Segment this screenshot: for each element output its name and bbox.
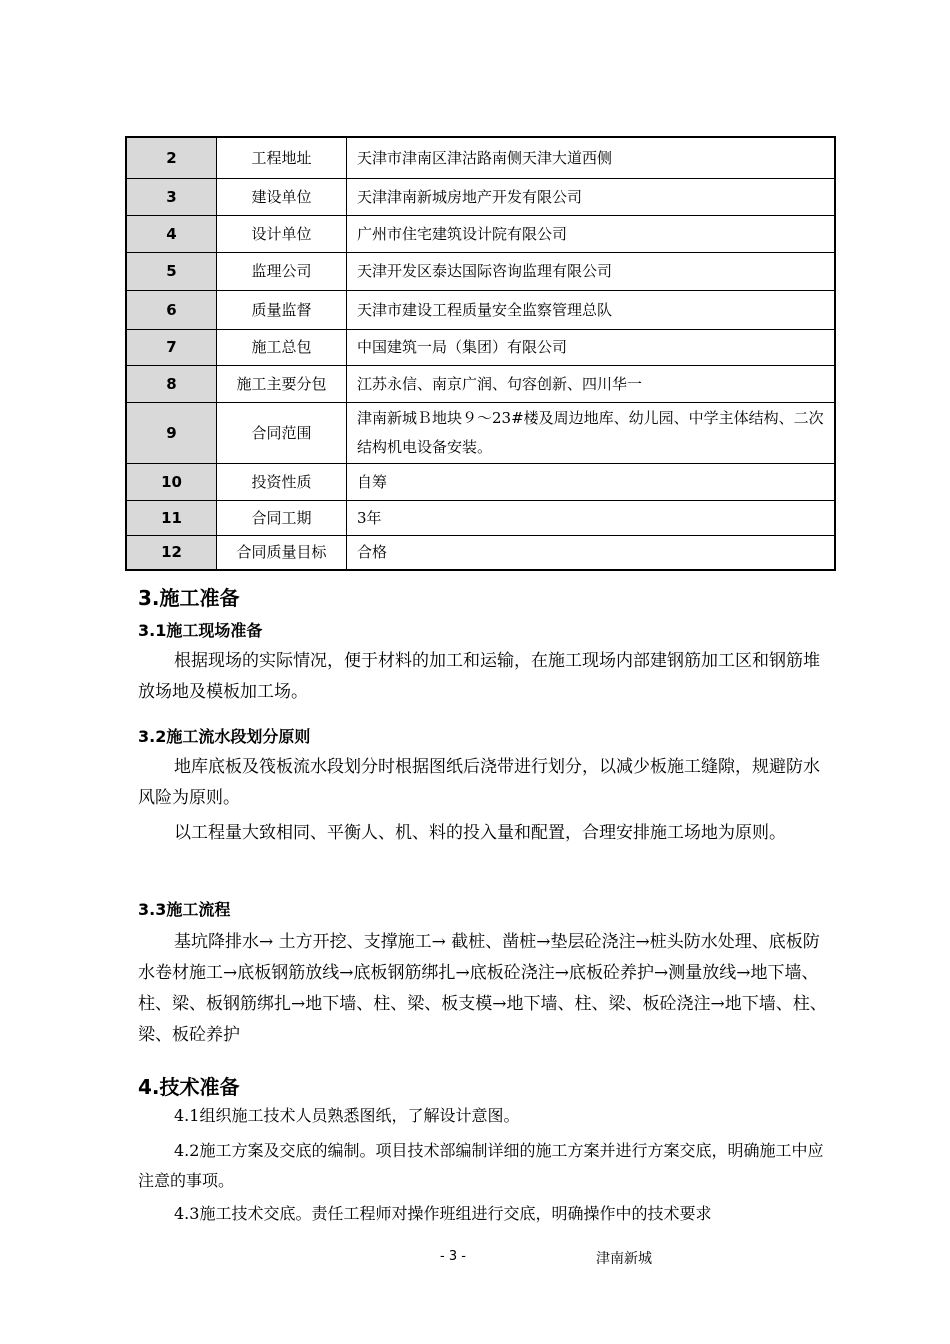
table-row: [126, 178, 835, 215]
section-4-paragraph-1: 4.1组织施工技术人员熟悉图纸，了解设计意图。: [174, 1106, 520, 1125]
row-number: 10: [126, 463, 217, 500]
row-value: 天津津南新城房地产开发有限公司: [347, 178, 836, 215]
section-3-heading: 3.施工准备: [138, 586, 240, 610]
row-label: 设计单位: [217, 215, 347, 252]
row-number: 3: [126, 178, 217, 215]
row-value: 自筹: [347, 463, 836, 500]
row-value: 江苏永信、南京广润、句容创新、四川华一: [347, 365, 836, 402]
table-row: [126, 535, 835, 570]
row-number: 12: [126, 535, 217, 570]
row-value: 合格: [347, 535, 836, 570]
project-info-table: [125, 136, 836, 571]
row-value: 广州市住宅建筑设计院有限公司: [347, 215, 836, 252]
row-label: 施工主要分包: [217, 365, 347, 402]
row-number: 6: [126, 290, 217, 329]
row-label: 投资性质: [217, 463, 347, 500]
row-label: 施工总包: [217, 329, 347, 365]
row-number: 5: [126, 252, 217, 290]
footer-project-name: 津南新城: [596, 1251, 652, 1267]
section-4-heading: 4.技术准备: [138, 1075, 240, 1099]
table-row: [126, 402, 835, 463]
row-label: 合同范围: [217, 402, 347, 463]
row-number: 7: [126, 329, 217, 365]
section-3-2-paragraph-1: 地库底板及筏板流水段划分时根据图纸后浇带进行划分，以减少板施工缝隙，规避防水风险为原则。: [138, 757, 820, 808]
section-4-paragraph-2: 4.2施工方案及交底的编制。项目技术部编制详细的施工方案并进行方案交底，明确施工中应注意的事项。: [138, 1141, 824, 1190]
section-3-1-text: 根据现场的实际情况，便于材料的加工和运输，在施工现场内部建钢筋加工区和钢筋堆放场地及模板加工场。: [138, 651, 820, 702]
row-value: 中国建筑一局（集团）有限公司: [347, 329, 836, 365]
table-row: [126, 463, 835, 500]
row-label: 质量监督: [217, 290, 347, 329]
table-row: [126, 329, 835, 365]
row-value: 天津市建设工程质量安全监察管理总队: [347, 290, 836, 329]
section-3-2-heading: 3.2施工流水段划分原则: [138, 727, 311, 746]
section-3-3-heading: 3.3施工流程: [138, 900, 231, 919]
row-label: 建设单位: [217, 178, 347, 215]
row-value: 天津市津南区津沽路南侧天津大道西侧: [347, 137, 836, 178]
row-label: 监理公司: [217, 252, 347, 290]
row-number: 2: [126, 137, 217, 178]
row-label: 合同质量目标: [217, 535, 347, 570]
table-row: [126, 252, 835, 290]
row-number: 11: [126, 500, 217, 535]
table-row: [126, 365, 835, 402]
table-row: [126, 215, 835, 252]
section-4-paragraph-3: 4.3施工技术交底。责任工程师对操作班组进行交底，明确操作中的技术要求: [174, 1204, 712, 1223]
row-number: 9: [126, 402, 217, 463]
row-number: 8: [126, 365, 217, 402]
table-row: [126, 137, 835, 178]
table-row: [126, 290, 835, 329]
section-3-2-paragraph-2: 以工程量大致相同、平衡人、机、料的投入量和配置，合理安排施工场地为原则。: [174, 823, 786, 843]
section-3-3-text: 基坑降排水→ 土方开挖、支撑施工→ 截桩、凿桩→垫层砼浇注→桩头防水处理、底板防水卷材施工→底板钢筋放线→底板钢筋绑扎→底板砼浇注→底板砼养护→测量放线→地下墙、柱、梁、板钢筋绑扎→地下墙、柱、梁、板支模→地下墙、柱、梁、板砼浇注→地下墙、柱、梁、板砼养护: [138, 932, 827, 1045]
section-3-1-heading: 3.1施工现场准备: [138, 621, 263, 640]
row-value: 天津开发区泰达国际咨询监理有限公司: [347, 252, 836, 290]
row-label: 工程地址: [217, 137, 347, 178]
row-value: 津南新城Ｂ地块９～23#楼及周边地库、幼儿园、中学主体结构、二次结构机电设备安装。: [347, 402, 836, 463]
row-number: 4: [126, 215, 217, 252]
row-label: 合同工期: [217, 500, 347, 535]
page-number: - 3 -: [440, 1249, 466, 1264]
table-row: [126, 500, 835, 535]
row-value: 3年: [347, 500, 836, 535]
